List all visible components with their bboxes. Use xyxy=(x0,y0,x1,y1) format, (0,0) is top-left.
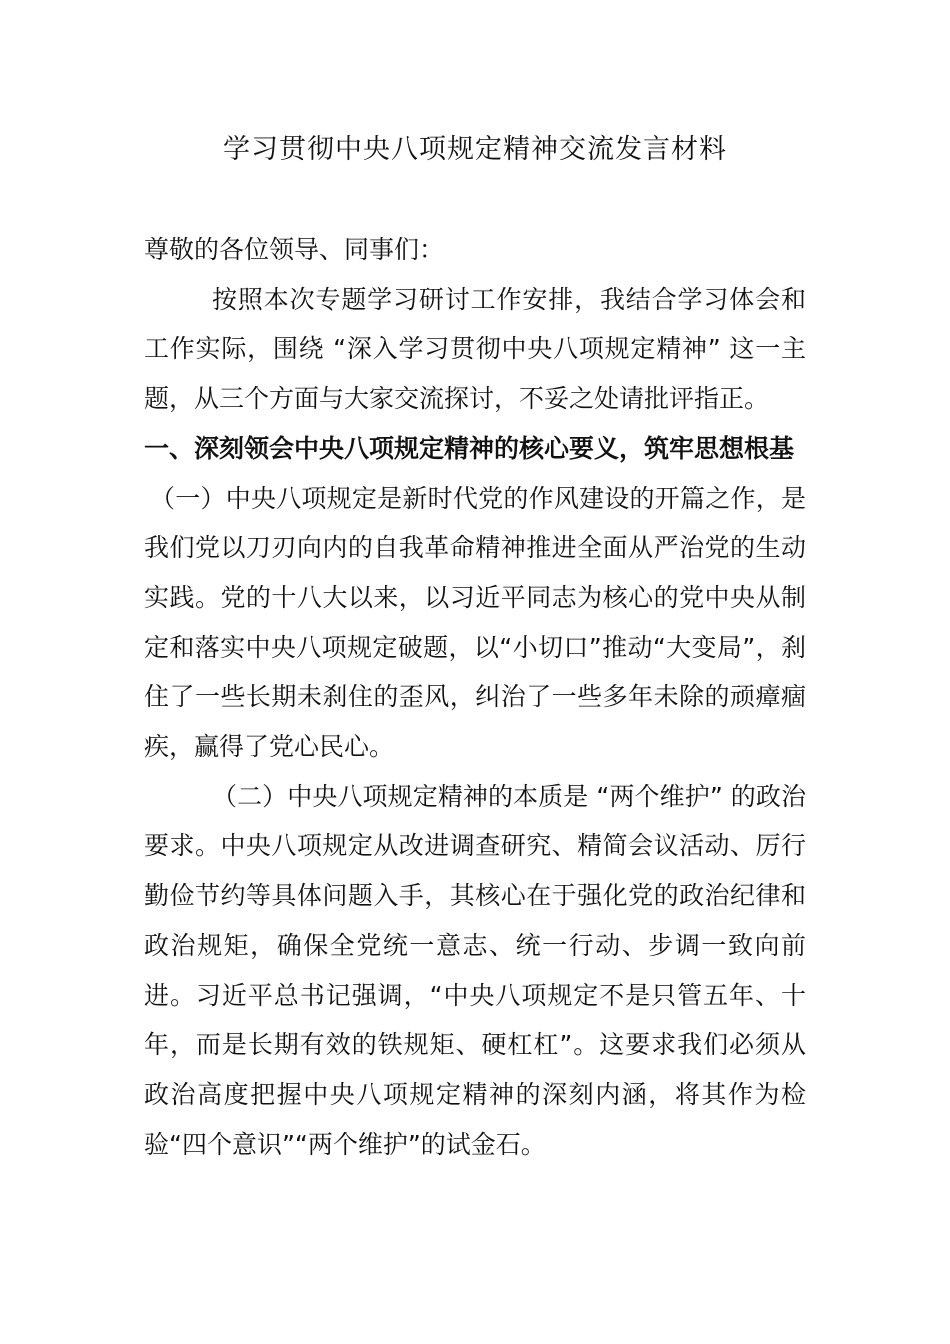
intro-paragraph: 按照本次专题学习研讨工作安排，我结合学习体会和工作实际，围绕 “深入学习贯彻中央八项规定精神” 这一主题，从三个方面与大家交流探讨，不妥之处请批评指正。 xyxy=(144,284,806,414)
section-heading: 一、深刻领会中央八项规定精神的核心要义，筑牢思想根基 xyxy=(144,433,795,463)
salutation: 尊敬的各位领导、同事们： xyxy=(144,235,445,264)
document-title: 学习贯彻中央八项规定精神交流发言材料 xyxy=(223,134,727,165)
paragraph-two: （二）中央八项规定精神的本质是 “两个维护” 的政治要求。中央八项规定从改进调查研究、精简会议活动、厉行勤俭节约等具体问题入手，其核心在于强化党的政治纪律和政治规矩，确保全党统一意志、统一行动、步调一致向前进。习近平总书记强调，“中央八项规定不是只管五年、十年，而是长期有效的铁规矩、硬杠杠”。这要求我们必须从政治高度把握中央八项规定精神的深刻内涵，将其作为检验“四个意识”“两个维护”的试金石。 xyxy=(144,781,806,1159)
paragraph-one: （一）中央八项规定是新时代党的作风建设的开篇之作，是我们党以刀刃向内的自我革命精神推进全面从严治党的生动实践。党的十八大以来，以习近平同志为核心的党中央从制定和落实中央八项规定破题，以“小切口”推动“大变局”，刹住了一些长期未刹住的歪风，纠治了一些多年未除的顽瘴痼疾，赢得了党心民心。 xyxy=(144,483,806,762)
document-body xyxy=(144,225,806,1169)
